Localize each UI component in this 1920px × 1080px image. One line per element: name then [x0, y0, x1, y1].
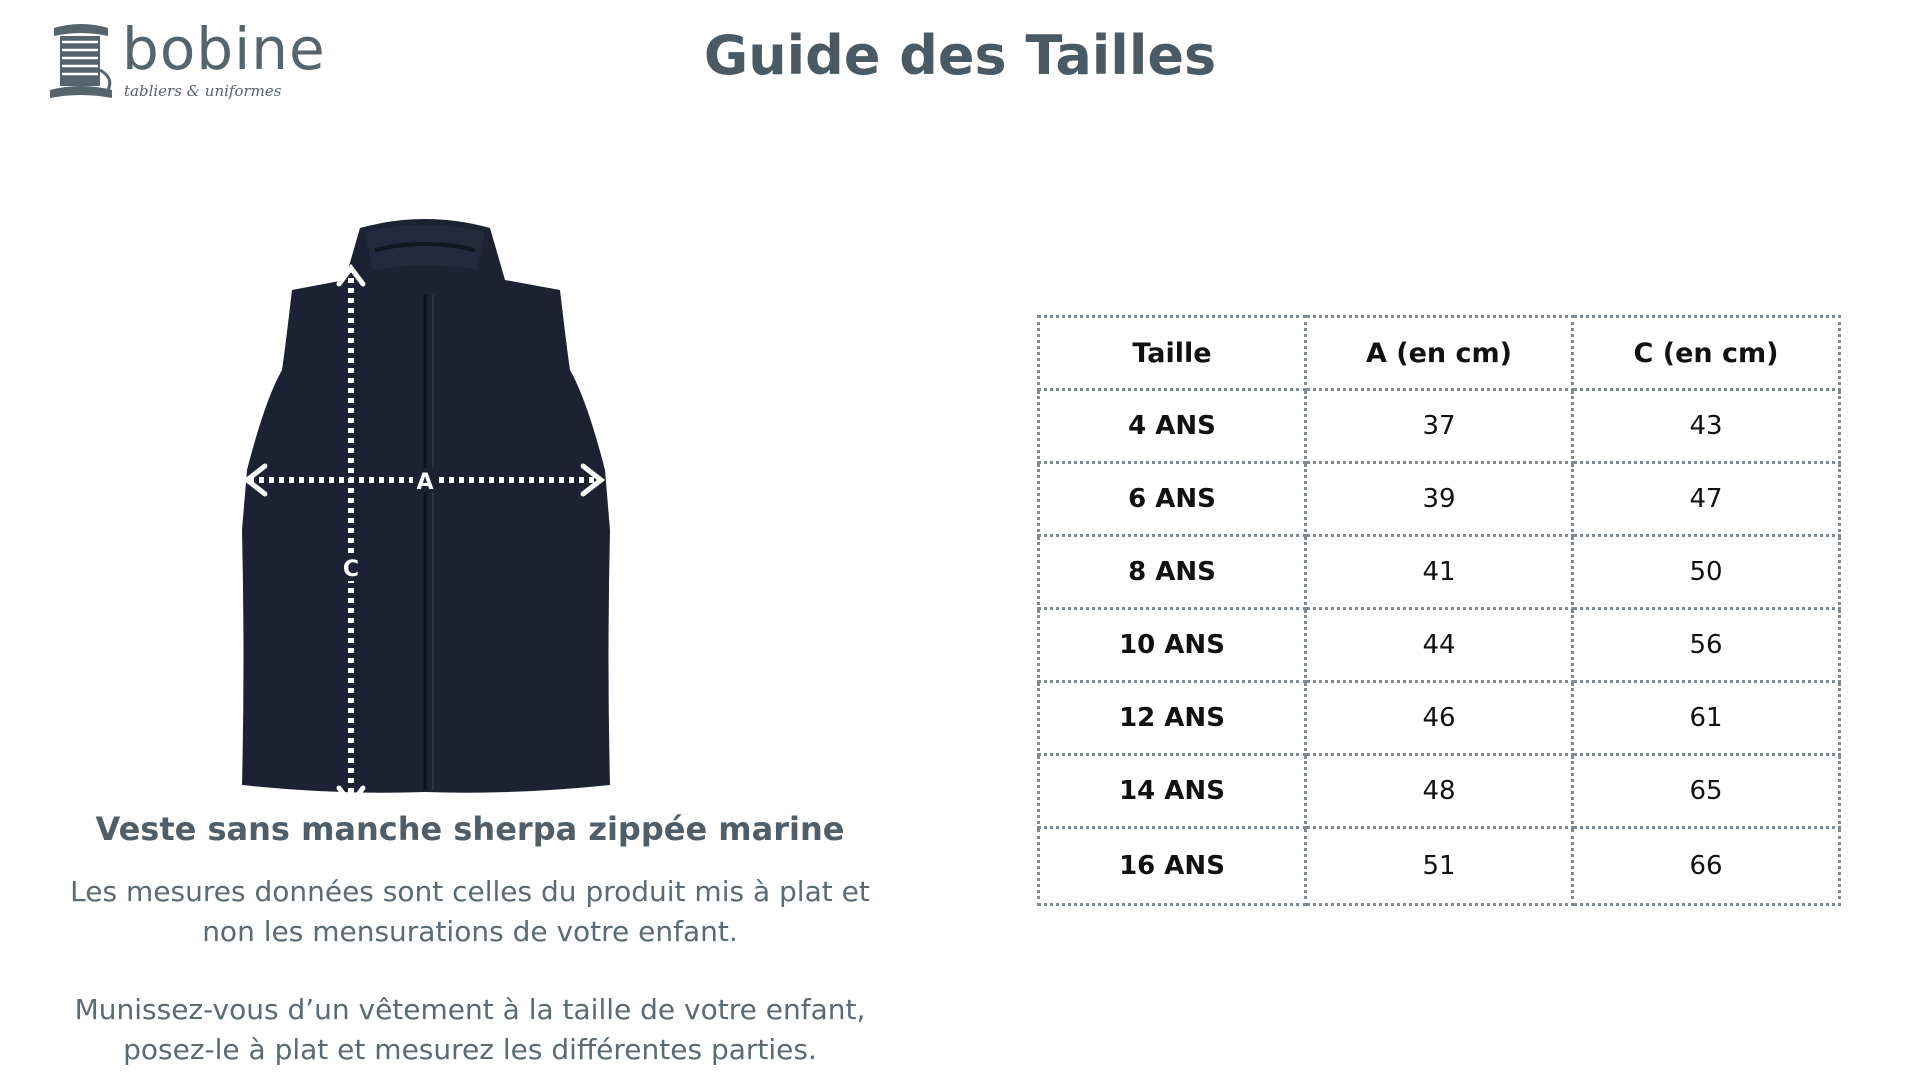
a-cell: 44 [1306, 609, 1573, 682]
size-cell: 12 ANS [1039, 682, 1306, 755]
a-cell: 39 [1306, 463, 1573, 536]
table-row [1039, 682, 1840, 755]
size-cell: 4 ANS [1039, 390, 1306, 463]
vest-illustration [215, 210, 635, 810]
c-cell: 65 [1573, 755, 1840, 828]
c-cell: 61 [1573, 682, 1840, 755]
header-a: A (en cm) [1306, 317, 1573, 390]
a-cell: 41 [1306, 536, 1573, 609]
size-cell: 14 ANS [1039, 755, 1306, 828]
product-name: Veste sans manche sherpa zippée marine [95, 810, 845, 848]
page-title: Guide des Tailles [703, 24, 1217, 87]
measure-instructions: Munissez-vous d’un vêtement à la taille de votre enfant, posez-le à plat et mesurez les différentes parties. [74, 993, 866, 1066]
size-cell: 16 ANS [1039, 828, 1306, 905]
table-row [1039, 609, 1840, 682]
a-cell: 37 [1306, 390, 1573, 463]
size-cell: 6 ANS [1039, 463, 1306, 536]
table-row [1039, 828, 1840, 905]
a-cell: 51 [1306, 828, 1573, 905]
table-row [1039, 463, 1840, 536]
header-size: Taille [1039, 317, 1306, 390]
table-row [1039, 390, 1840, 463]
c-cell: 47 [1573, 463, 1840, 536]
measure-a-label: A [416, 470, 434, 495]
size-cell: 8 ANS [1039, 536, 1306, 609]
size-cell: 10 ANS [1039, 609, 1306, 682]
c-cell: 43 [1573, 390, 1840, 463]
c-cell: 50 [1573, 536, 1840, 609]
table-row [1039, 755, 1840, 828]
a-cell: 46 [1306, 682, 1573, 755]
size-table [1037, 315, 1841, 906]
a-cell: 48 [1306, 755, 1573, 828]
header-c: C (en cm) [1573, 317, 1840, 390]
brand-name: bobine [122, 15, 326, 83]
table-row [1039, 536, 1840, 609]
c-cell: 66 [1573, 828, 1840, 905]
measure-c-label: C [342, 557, 360, 582]
brand-tagline: tabliers & uniformes [124, 82, 282, 100]
measure-note: Les mesures données sont celles du produit mis à plat et non les mensurations de votre enfant. [70, 875, 870, 948]
c-cell: 56 [1573, 609, 1840, 682]
table-header-row [1039, 317, 1840, 390]
